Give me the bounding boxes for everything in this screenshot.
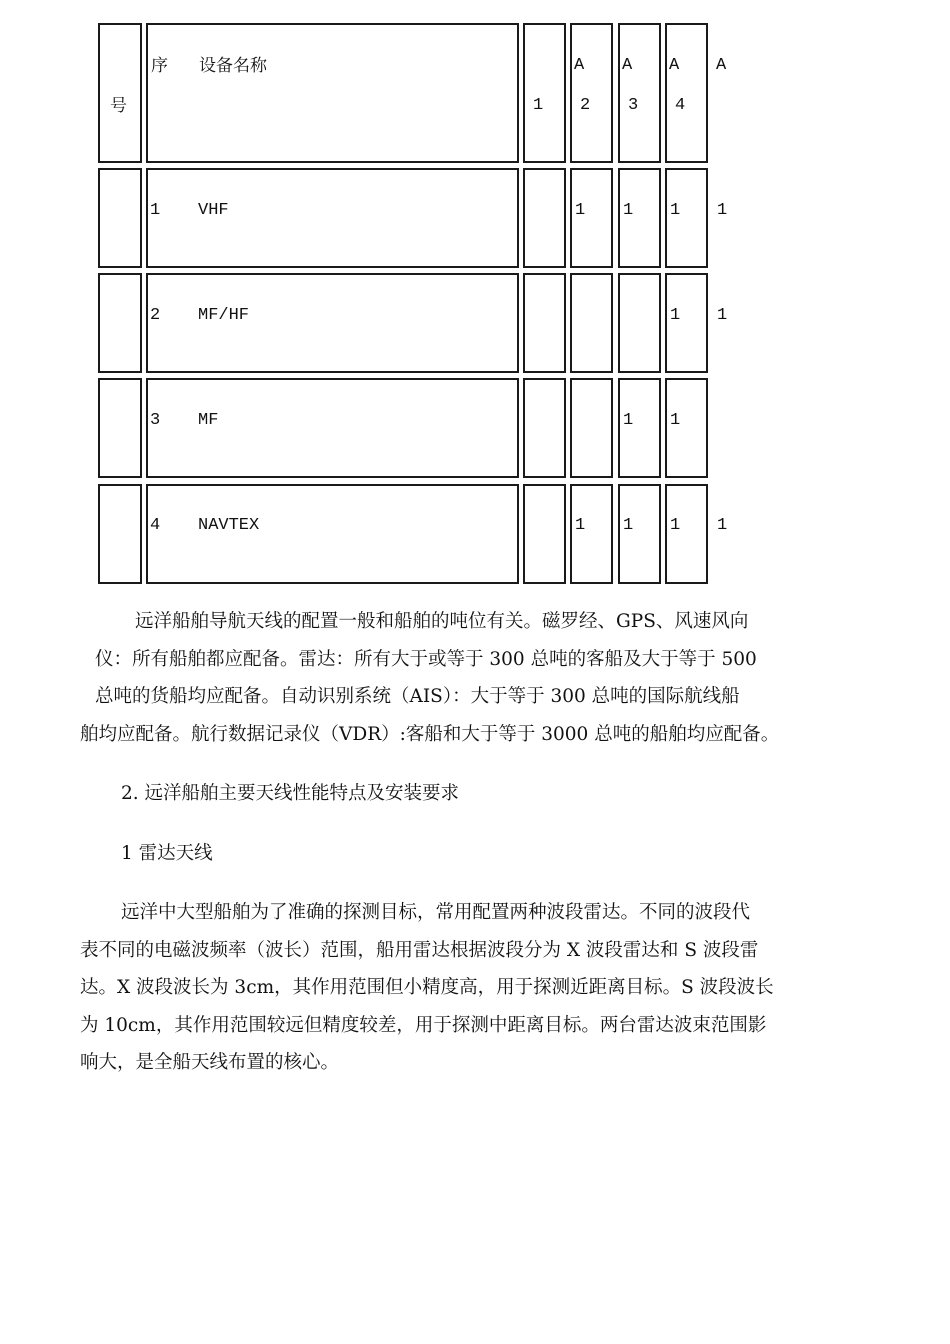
row-equipment-name: MF/HF <box>198 306 250 325</box>
header-a3-number: 3 <box>628 96 639 115</box>
paragraph-line: 远洋中大型船舶为了准确的探测目标，常用配置两种波段雷达。不同的波段代 <box>121 902 751 923</box>
table-row-cell <box>523 484 566 584</box>
table-row-cell <box>98 168 142 268</box>
header-xu-label: 序 <box>151 56 168 76</box>
row-a5-value: 1 <box>717 516 728 535</box>
header-hao-label: 号 <box>110 96 127 116</box>
row-a3-value: 1 <box>623 201 634 220</box>
row-a3-value: 1 <box>623 516 634 535</box>
header-a5-letter: A <box>716 56 727 75</box>
header-cell-a4 <box>665 23 708 163</box>
header-cell-name <box>146 23 519 163</box>
header-cell-a2 <box>570 23 613 163</box>
row-a5-value: 1 <box>717 306 728 325</box>
header-a2-number: 2 <box>580 96 591 115</box>
table-row-cell <box>98 378 142 478</box>
table-row-cell <box>523 273 566 373</box>
row-number: 4 <box>150 516 161 535</box>
row-equipment-name: VHF <box>198 201 229 220</box>
subsection-heading: 1 雷达天线 <box>121 843 213 864</box>
paragraph-line: 表不同的电磁波频率（波长）范围，船用雷达根据波段分为 X 波段雷达和 S 波段雷 <box>80 939 759 961</box>
radar-antenna-paragraph <box>80 894 774 1082</box>
row-a4-value: 1 <box>670 201 681 220</box>
table-row-cell <box>570 273 613 373</box>
header-cell-a3 <box>618 23 661 163</box>
row-a2-value: 1 <box>575 201 586 220</box>
antenna-config-paragraph <box>80 603 779 753</box>
header-a4-number: 4 <box>675 96 686 115</box>
row-equipment-name: NAVTEX <box>198 516 260 535</box>
header-a4-letter: A <box>669 56 680 75</box>
table-row-cell <box>523 168 566 268</box>
row-number: 1 <box>150 201 161 220</box>
table-row-cell <box>523 378 566 478</box>
row-equipment-name: MF <box>198 411 219 430</box>
row-a2-value: 1 <box>575 516 586 535</box>
paragraph-line: 舶均应配备。航行数据记录仪（VDR）:客船和大于等于 3000 总吨的船舶均应配备。 <box>80 723 780 745</box>
row-a3-value: 1 <box>623 411 634 430</box>
row-a4-value: 1 <box>670 516 681 535</box>
paragraph-line: 达。X 波段波长为 3cm，其作用范围但小精度高，用于探测近距离目标。S 波段波长 <box>80 977 774 998</box>
row-number: 2 <box>150 306 161 325</box>
row-a5-value: 1 <box>717 201 728 220</box>
paragraph-line: 远洋船舶导航天线的配置一般和船舶的吨位有关。磁罗经、GPS、风速风向 <box>135 611 749 632</box>
table-row-cell <box>98 273 142 373</box>
section-heading: 2. 远洋船舶主要天线性能特点及安装要求 <box>121 783 460 804</box>
table-row-cell <box>98 484 142 584</box>
table-row-cell <box>618 273 661 373</box>
header-a1-number: 1 <box>533 96 544 115</box>
row-a4-value: 1 <box>670 306 681 325</box>
table-row-cell <box>570 378 613 478</box>
row-a4-value: 1 <box>670 411 681 430</box>
header-a2-letter: A <box>574 56 585 75</box>
paragraph-line: 仪：所有船舶都应配备。雷达：所有大于或等于 300 总吨的客船及大于等于 500 <box>95 648 757 670</box>
header-cell-a1 <box>523 23 566 163</box>
header-cell-hao <box>98 23 142 163</box>
paragraph-line: 总吨的货船均应配备。自动识别系统（AIS）：大于等于 300 总吨的国际航线船 <box>95 686 740 707</box>
paragraph-line: 为 10cm，其作用范围较远但精度较差，用于探测中距离目标。两台雷达波束范围影 <box>80 1014 767 1036</box>
row-number: 3 <box>150 411 161 430</box>
paragraph-line: 响大，是全船天线布置的核心。 <box>80 1052 340 1073</box>
header-name-label: 设备名称 <box>199 56 267 76</box>
header-a3-letter: A <box>622 56 633 75</box>
